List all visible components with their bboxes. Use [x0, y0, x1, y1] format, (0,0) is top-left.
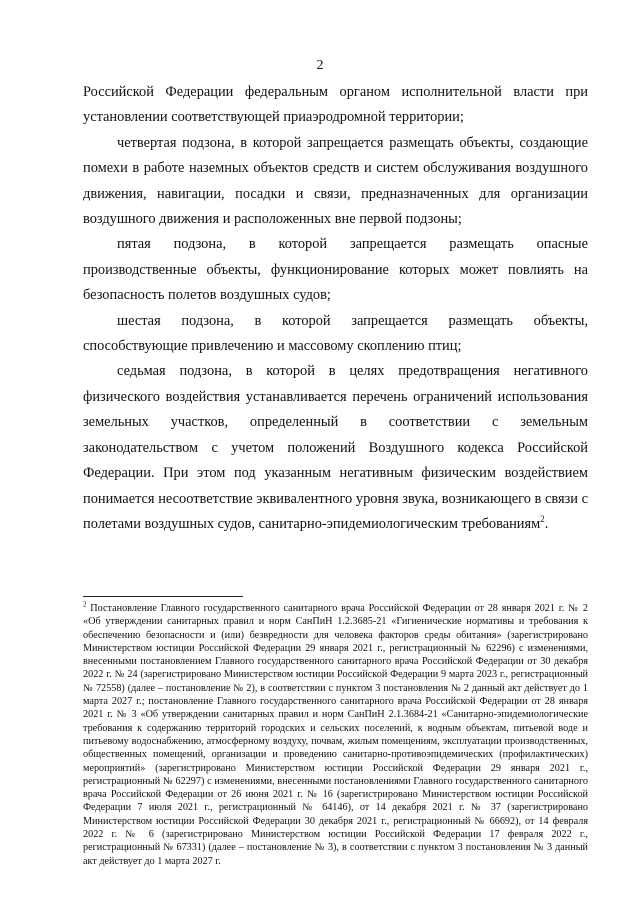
page-number: 2: [316, 58, 324, 73]
paragraph-subzone-7: седьмая подзона, в которой в целях предотвращения негативного физического воздействия устанавливается перечень ограничений использования земельных участков, определенный в соответствии с земельным законодательством с учетом положений Воздушного кодекса Российской Федерации. При этом под указанным негативным физическим воздействием понимается несоответствие эквивалентного уровня звука, возникающего в связи с полетами воздушных судов, санитарно-эпидемиологическим требованиям$^2$.: [83, 363, 588, 532]
body-text: [83, 80, 588, 537]
footnote-divider: [83, 596, 243, 597]
footnote-reference: 2: [540, 514, 545, 525]
paragraph-subzone-5: пятая подзона, в которой запрещается размещать опасные производственные объекты, функционирование которых может повлиять на безопасность полетов воздушных судов;: [83, 236, 588, 304]
paragraph-subzone-4: четвертая подзона, в которой запрещается размещать объекты, создающие помехи в работе наземных объектов средств и систем обслуживания воздушного движения, навигации, посадки и связи, предназначенных для организации воздушного движения и расположенных вне первой подзоны;: [83, 134, 588, 228]
paragraph-continuation: Российской Федерации федеральным органом исполнительной власти при установлении соответствующей приаэродромной территории;: [83, 84, 588, 126]
footnote-text: Постановление Главного государственного санитарного врача Российской Федерации от 28 января 2021 г. № 2 «Об утверждении санитарных правил и норм СанПиН 1.2.3685-21 «Гигиенические нормативы и требования к обеспечению безопасности и (или) безвредности для человека факторов среды обитания» (зарегистрировано Министерством юстиции Российской Федерации 29 января 2021 г., регистрационный № 62296) с изменениями, внесенными постановлением Главного государственного санитарного врача Российской Федерации от 30 декабря 2022 г. № 24 (зарегистрировано Министерством юстиции Российской Федерации 9 марта 2023 г., регистрационный № 72558) (далее – постановление № 2), в соответствии с пунктом 3 постановления № 2 данный акт действует до 1 марта 2027 г.; постановление Главного государственного санитарного врача Российской Федерации от 28 января 2021 г. № 3 «Об утверждении санитарных правил и норм СанПиН 2.1.3684-21 «Санитарно-эпидемиологические требования к содержанию территорий городских и сельских поселений, к водным объектам, питьевой воде и питьевому водоснабжению, атмосферному воздуху, почвам, жилым помещениям, эксплуатации производственных, общественных помещений, организации и проведению санитарно-противоэпидемических (профилактических) мероприятий» (зарегистрировано Министерством юстиции Российской Федерации 29 января 2021 г., регистрационный № 62297) с изменениями, внесенными постановлениями Главного государственного санитарного врача Российской Федерации от 26 июня 2021 г. № 16 (зарегистрировано Министерством юстиции Российской Федерации 7 июля 2021 г., регистрационный № 64146), от 14 декабря 2021 г. № 37 (зарегистрировано Министерством юстиции Российской Федерации 30 декабря 2021 г., регистрационный № 66692), от 14 февраля 2022 г. № 6 (зарегистрировано Министерством юстиции Российской Федерации 17 февраля 2022 г., регистрационный № 67331) (далее – постановление № 3), в соответствии с пунктом 3 постановления № 3 данный акт действует до 1 марта 2027 г.: [83, 603, 588, 867]
footnote: [83, 602, 588, 868]
paragraph-subzone-6: шестая подзона, в которой запрещается размещать объекты, способствующие привлечению и массовому скоплению птиц;: [83, 312, 588, 355]
footnote-mark: 2: [83, 600, 87, 609]
paragraph-subzone-7-text: седьмая подзона, в которой в целях предотвращения негативного физического воздействия устанавливается перечень ограничений использования земельных участков, определенный в соответствии с земельным законодательством с учетом положений Воздушного кодекса Российской Федерации. При этом под указанным негативным физическим воздействием понимается несоответствие эквивалентного уровня звука, возникающего в связи с полетами воздушных судов, санитарно-эпидемиологическим требованиям: [83, 363, 588, 532]
